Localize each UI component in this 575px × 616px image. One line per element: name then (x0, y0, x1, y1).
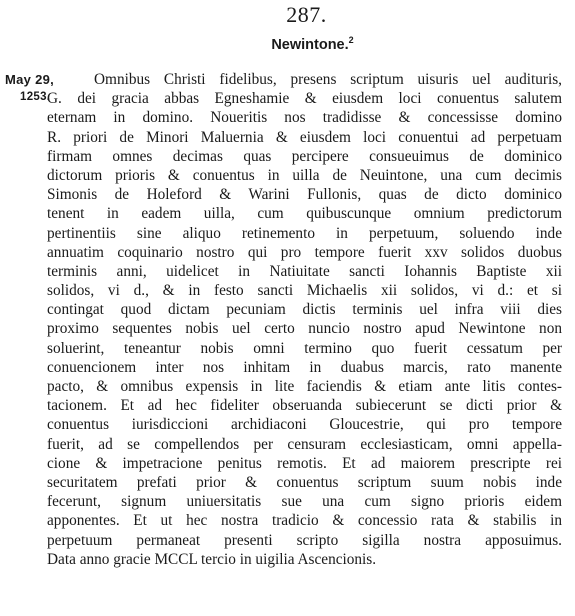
margin-date-year: 1253. (20, 91, 51, 103)
text-line: fuerit, ad se compellendos per censuram ecclesiasticam, omni appella- (47, 435, 562, 453)
text-line: solidos, vi d., & in festo sancti Michaelis xii solidos, vi d.: et si (47, 282, 562, 300)
text-line: firmam omnes decimas quas percipere consueuimus de dominico (47, 147, 562, 165)
text-line: conuencionem inter nos inhitam in duabus marcis, rato manente (47, 358, 562, 376)
text-line: Simonis de Holeford & Warini Fullonis, quas de dicto dominico (47, 186, 562, 204)
margin-date-day: May 29, (5, 72, 55, 87)
text-line: Omnibus Christi fidelibus, presens scriptum uisuris uel audituris, (94, 71, 562, 88)
document-title (0, 37, 575, 53)
text-line: dictorum prioris & conuentus in uilla de Neuintone, una cum decimis (47, 166, 562, 184)
text-line: proximo sequentes nobis uel certo nuncio nostro apud Newintone non (47, 320, 562, 338)
text-line: R. priori de Minori Maluernia & eiusdem loci conuentui ad perpetuam (47, 128, 562, 146)
text-line: tacionem. Et ad hec fideliter obseruanda subiecerunt se dicti prior & (47, 397, 562, 415)
text-line: contingat quod dictam pecuniam dictis terminis uel infra viii dies (47, 301, 562, 319)
document-number: 287. (286, 2, 327, 27)
text-line: Data anno gracie MCCL tercio in uigilia Ascencionis. (47, 550, 377, 568)
text-line: G. dei gracia abbas Egneshamie & eiusdem loci conuentus salutem (47, 90, 562, 108)
text-line: pertinentiis sine aliquo retinemento in perpetuum, soluendo inde (47, 224, 562, 242)
text-line: conuentus iurisdiccioni archidiaconi Gloucestrie, qui pro tempore (47, 416, 562, 434)
text-line: securitatem prefati prior & conuentus scriptum suum nobis inde (47, 473, 562, 491)
text-line: perpetuum permaneat presenti scripto sigilla nostra apposuimus. (47, 531, 562, 549)
charter-text (47, 70, 562, 569)
text-line: terminis anni, uidelicet in Natiuitate sancti Iohannis Baptiste xii (47, 262, 562, 280)
text-line: cione & impetracione penitus remotis. Et ad maiorem prescripte rei (47, 454, 562, 472)
text-line: tenent in eadem uilla, cum quibuscunque omnium predictorum (47, 205, 562, 223)
text-line: eternam in domino. Noueritis nos tradidisse & concessisse domino (47, 109, 562, 127)
text-line: fecerunt, signum uniuersitatis sue una cum signo prioris eidem (47, 493, 562, 511)
text-line: pacto, & omnibus expensis in lite faciendis & etiam ante litis contes- (47, 378, 562, 395)
text-line: annuatim coquinario nostro qui pro tempore fuerit xxv solidos duobus (47, 243, 562, 261)
text-line: soluerint, teneantur nobis omni termino quo fuerit cessatum per (47, 339, 562, 357)
text-line: apponentes. Et ut hec nostra tradicio & concessio rata & stabilis in (47, 512, 562, 530)
title-text: Newintone. (271, 37, 349, 53)
footnote-mark: 2 (348, 35, 354, 46)
